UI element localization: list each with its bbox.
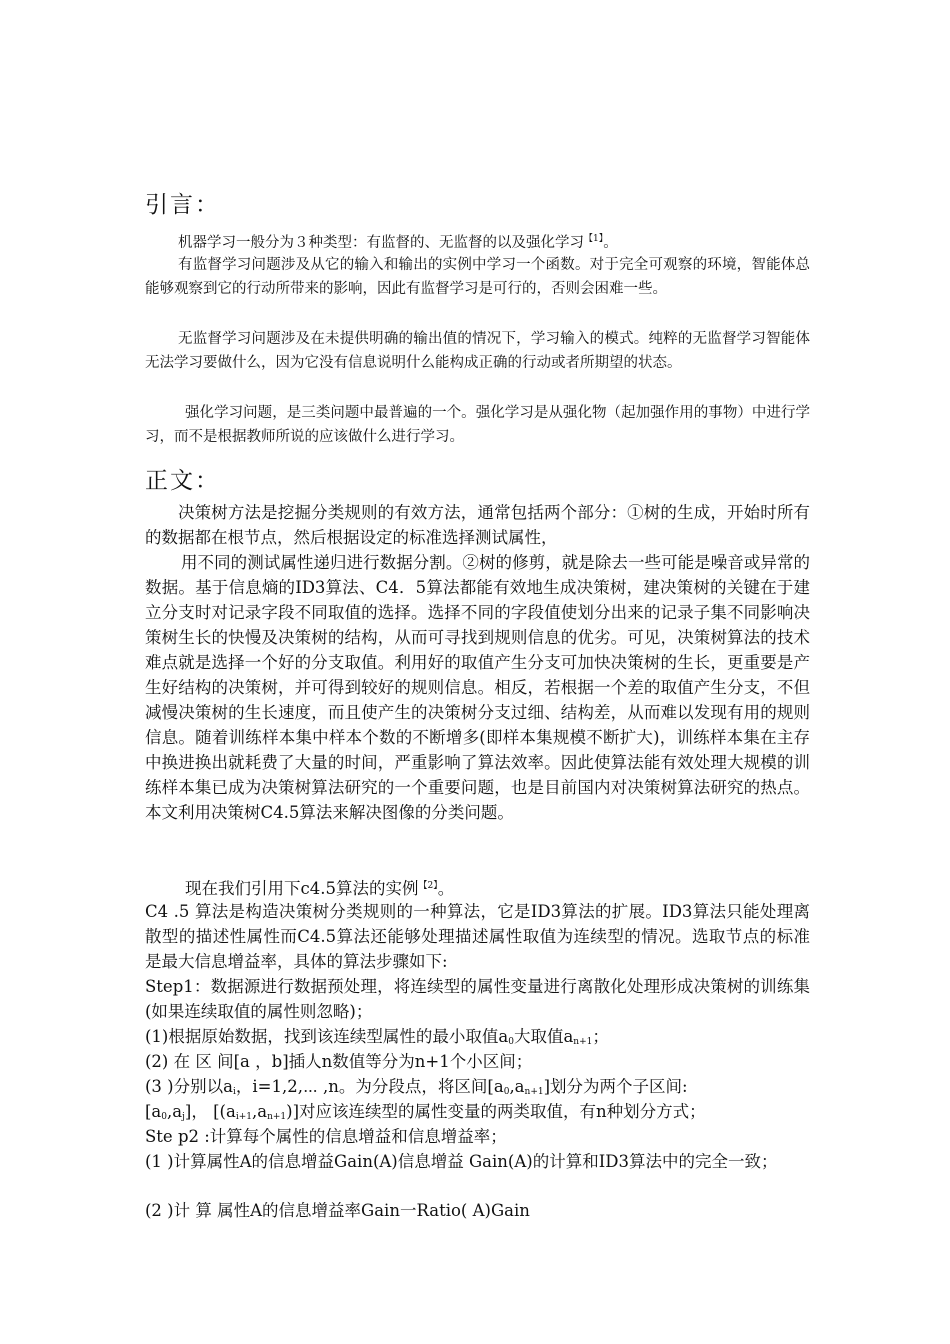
step1-item-4: $[a_0,a_j]$， $[(a_{i+1},a_{n+1})]$对应该连续型的属性变量的两类取值，有n种划分方式； [145, 1102, 706, 1122]
step2-paragraph: Ste p2 :计算每个属性的信息增益和信息增益率； [145, 1127, 507, 1146]
citation-ref-2: 【2】 [418, 881, 438, 891]
step2-item-1: (1 )计算属性A的信息增益Gain(A)信息增益 Gain(A)的计算和ID3算法中的完全一致； [145, 1152, 778, 1171]
step1-paragraph: Step1：数据源进行数据预处理，将连续型的属性变量进行离散化处理形成决策树的训练集(如果连续取值的属性则忽略)； [145, 977, 810, 1021]
body-paragraph-3: 现在我们引用下c4.5算法的实例$^{【2】}$。 [185, 879, 455, 898]
body-heading: 正文： [145, 468, 220, 494]
intro-paragraph-1: 机器学习一般分为３种类型：有监督的、无监督的以及强化学习$^{【1】}$。 [178, 234, 618, 251]
intro-paragraph-3: 无监督学习问题涉及在未提供明确的输出值的情况下，学习输入的模式。纯粹的无监督学习智能体无法学习要做什么，因为它没有信息说明什么能构成正确的行动或者所期望的状态。 [145, 331, 810, 371]
body-paragraph-1: 决策树方法是挖掘分类规则的有效方法，通常包括两个部分：①树的生成，开始时所有的数据都在根节点，然后根据设定的标准选择测试属性， [145, 503, 810, 547]
intro-heading: 引言： [145, 192, 220, 218]
intro-paragraph-4: 强化学习问题，是三类问题中最普遍的一个。强化学习是从强化物（起加强作用的事物）中进行学习，而不是根据教师所说的应该做什么进行学习。 [145, 405, 810, 445]
citation-ref-1: 【1】 [584, 234, 604, 244]
step1-item-2: (2) 在 区 间[a ，b]插人n数值等分为n+1个小区间； [145, 1052, 533, 1071]
body-paragraph-2: 用不同的测试属性递归进行数据分割。②树的修剪，就是除去一些可能是噪音或异常的数据。基于信息熵的ID3算法、C4．5算法都能有效地生成决策树，建决策树的关键在于建立分支时对记录字段不同取值的选择。选择不同的字段值使划分出来的记录子集不同影响决策树生长的快慢及决策树的结构，从而可寻找到规则信息的优劣。可见，决策树算法的技术难点就是选择一个好的分支取值。利用好的取值产生分支可加快决策树的生长，更重要是产生好结构的决策树，并可得到较好的规则信息。相反，若根据一个差的取值产生分支，不但减慢决策树的生长速度，而且使产生的决策树分支过细、结构差，从而难以发现有用的规则信息。随着训练样本集中样本个数的不断增多(即样本集规模不断扩大)，训练样本集在主存中换进换出就耗费了大量的时间，严重影响了算法效率。因此使算法能有效处理大规模的训练样本集已成为决策树算法研究的一个重要问题，也是目前国内对决策树算法研究的热点。本文利用决策树C4.5算法来解决图像的分类问题。 [145, 553, 810, 822]
intro-paragraph-2: 有监督学习问题涉及从它的输入和输出的实例中学习一个函数。对于完全可观察的环境，智能体总能够观察到它的行动所带来的影响，因此有监督学习是可行的，否则会困难一些。 [145, 257, 810, 297]
step2-item-2: (2 )计 算 属性A的信息增益率Gain一Ratio( A)Gain [145, 1201, 530, 1220]
step1-item-3: (3 )分别以$a_i$，i=1,2,⋯ ,n。为分段点，将区间$[a_0,a_{n+1}]$划分为两个子区间: [145, 1077, 688, 1097]
body-paragraph-4: C4 .5 算法是构造决策树分类规则的一种算法，它是ID3算法的扩展。ID3算法只能处理离散型的描述性属性而C4.5算法还能够处理描述属性取值为连续型的情况。选取节点的标准是最大信息增益率，具体的算法步骤如下: [145, 902, 810, 971]
step1-item-1: (1)根据原始数据，找到该连续型属性的最小取值$a_0$大取值$a_{n+1}$； [145, 1027, 609, 1047]
